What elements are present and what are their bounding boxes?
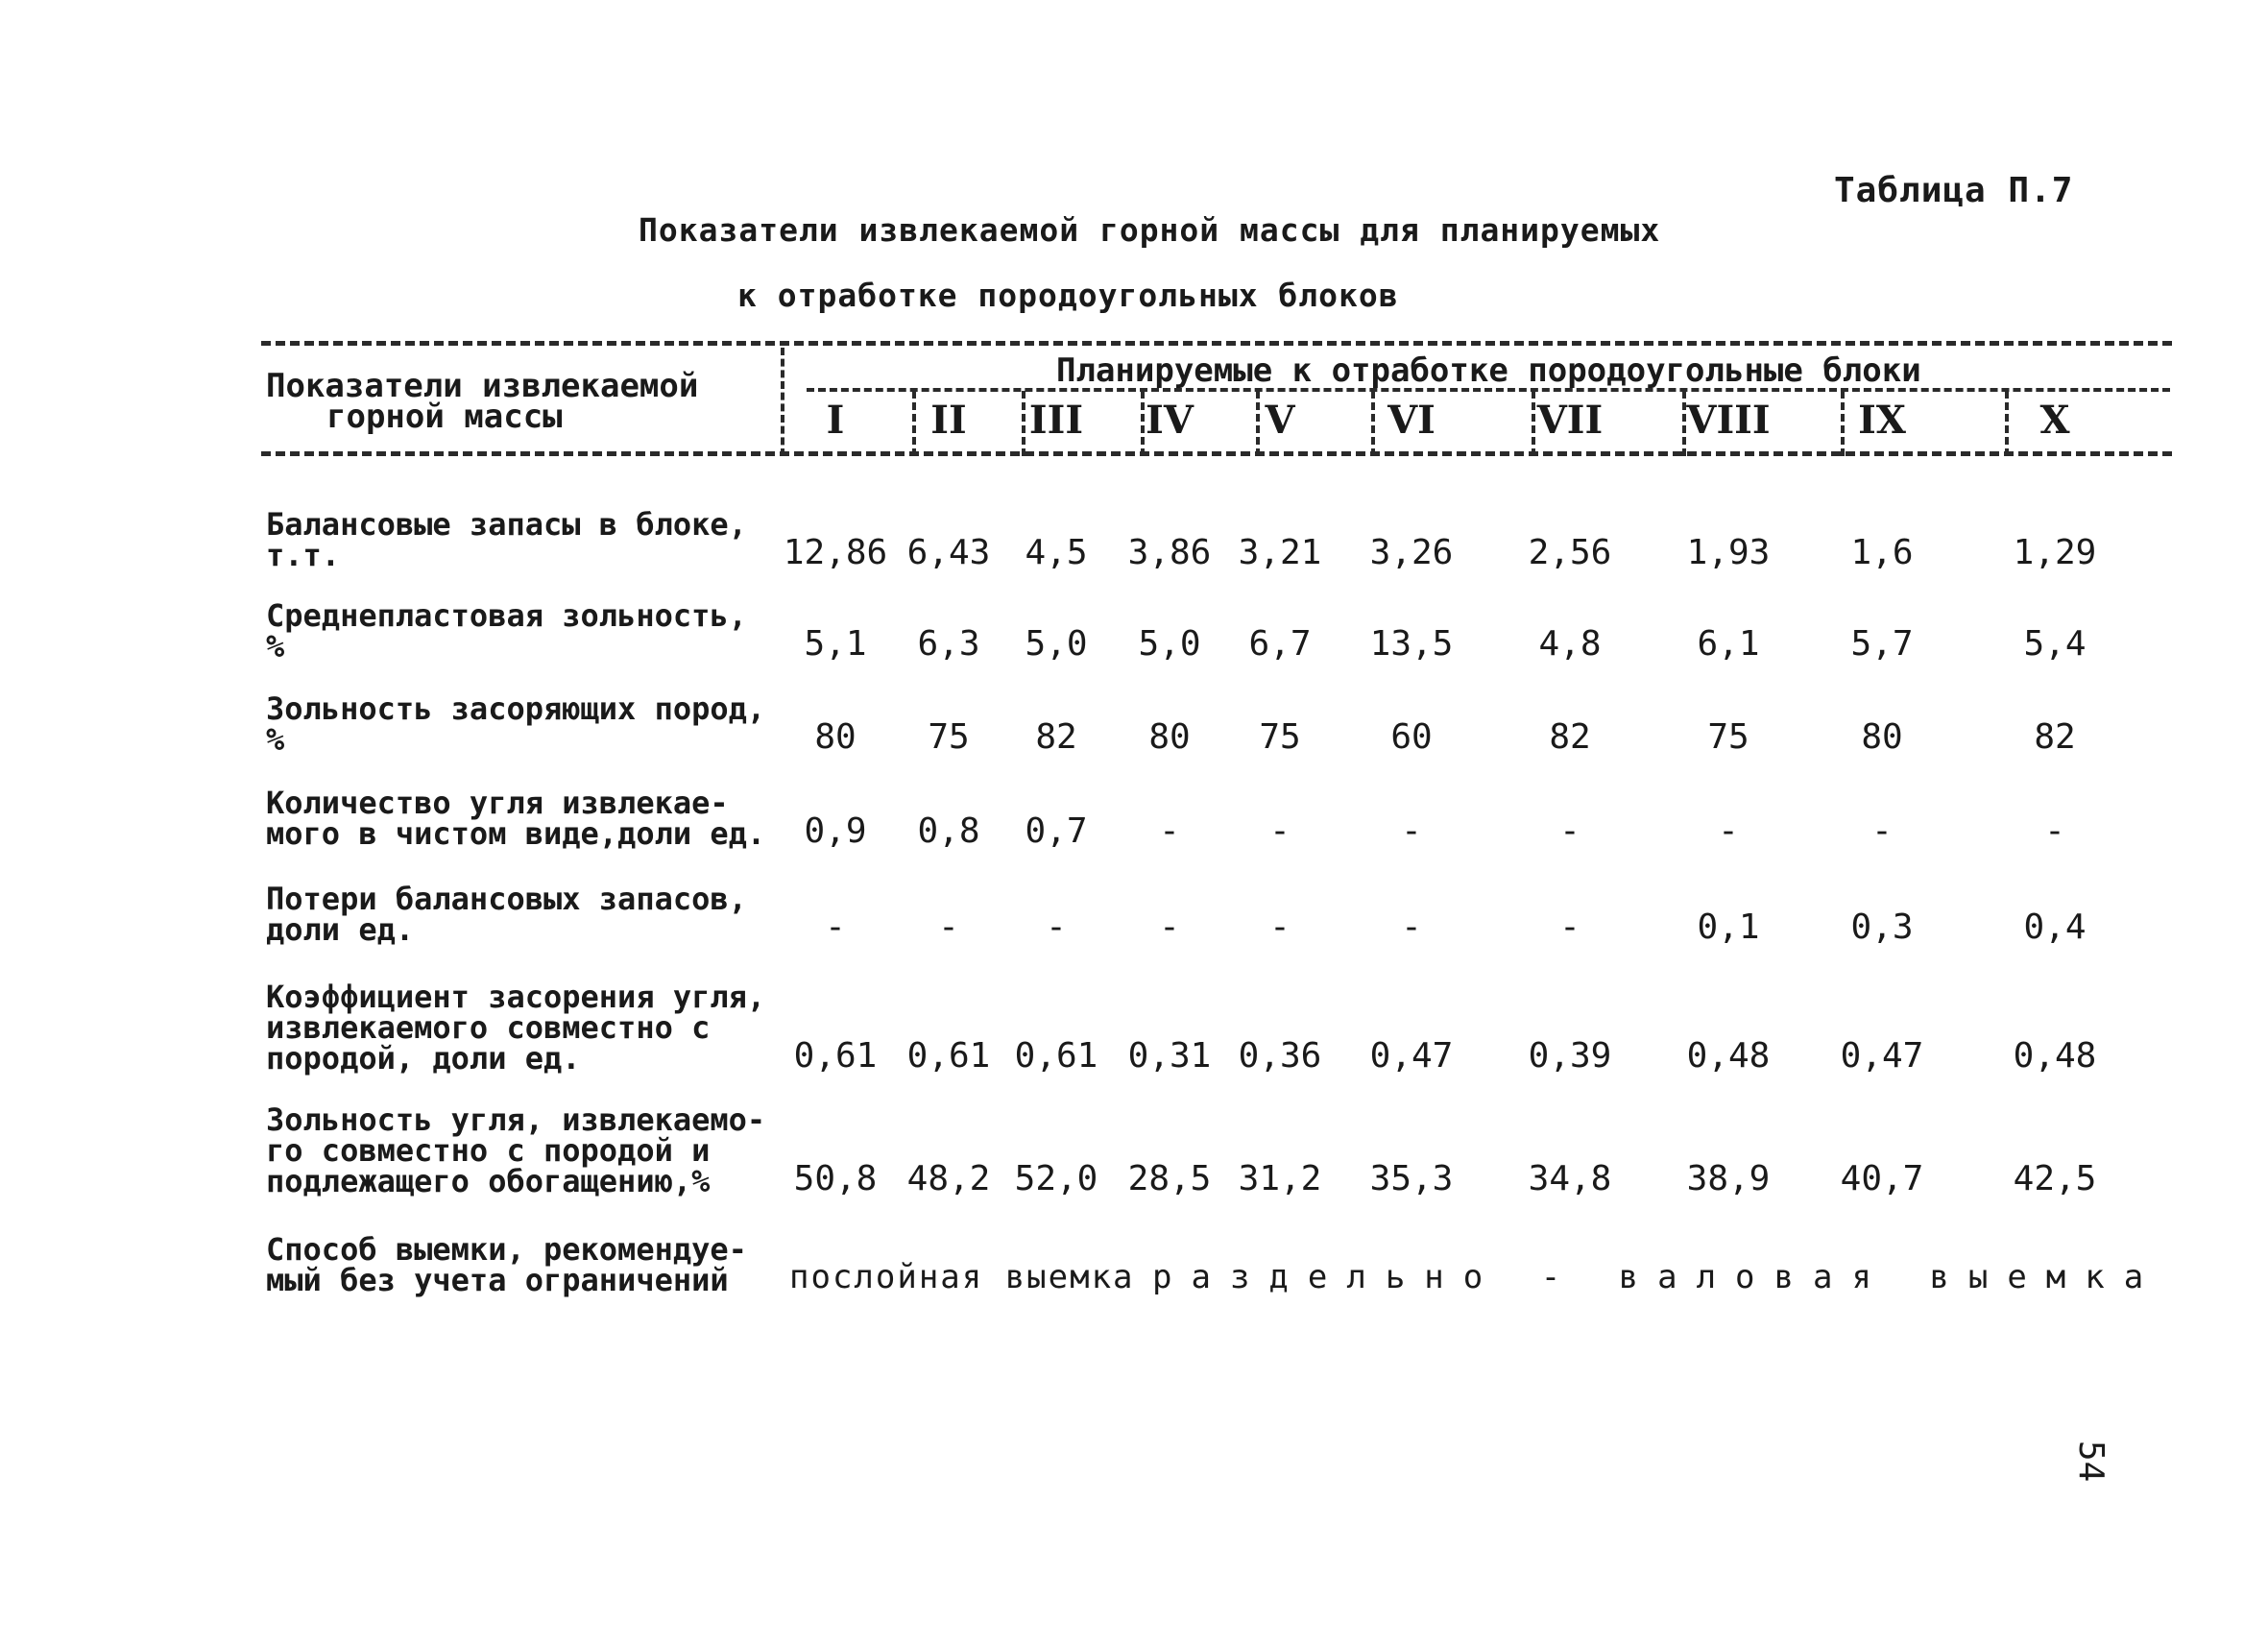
table-cell: - (2044, 811, 2065, 851)
table-cell: - (1269, 811, 1291, 851)
table-cell: 3,86 (1127, 533, 1212, 572)
table-title-line2: к отработке породоугольных блоков (737, 277, 1399, 314)
block-header-10: X (2039, 398, 2070, 443)
block-header-1: I (826, 398, 845, 443)
table-cell: 5,7 (1850, 624, 1914, 664)
table-cell: 0,4 (2023, 907, 2087, 947)
table-cell: 82 (1549, 717, 1591, 757)
header-bottom-rule (261, 451, 2172, 456)
row-label (266, 1101, 766, 1199)
table-cell: 75 (1259, 717, 1301, 757)
row-label-line: Зольность угля, извлекаемо- (266, 1101, 766, 1138)
row-label-line: Количество угля извлекае- (266, 785, 729, 821)
block-header-4: IV (1146, 398, 1194, 443)
block-header-2: II (930, 398, 967, 443)
table-cell: 48,2 (906, 1159, 991, 1198)
method-layered: послойная выемка (789, 1258, 1135, 1296)
table-cell: 0,3 (1850, 907, 1914, 947)
block-header-8: VIII (1686, 398, 1771, 443)
block-header-divider (1256, 391, 1260, 456)
table-cell: - (1046, 907, 1067, 947)
table-cell: 4,5 (1025, 533, 1088, 572)
table-cell: 6,7 (1248, 624, 1312, 664)
page-number: 54 (2071, 1440, 2111, 1483)
table-cell: 4,8 (1538, 624, 1602, 664)
table-cell: - (1159, 907, 1180, 947)
table-cell: 40,7 (1840, 1159, 1924, 1198)
header-param-line2: горной массы (326, 398, 563, 436)
table-cell: - (1401, 811, 1422, 851)
table-cell: 5,0 (1025, 624, 1088, 664)
table-cell: 5,4 (2023, 624, 2087, 664)
block-header-divider (1682, 391, 1686, 456)
table-cell: 1,6 (1850, 533, 1914, 572)
table-cell: 0,7 (1025, 811, 1088, 851)
table-cell: 80 (1861, 717, 1903, 757)
table-cell: 6,3 (917, 624, 980, 664)
table-cell: 0,47 (1840, 1036, 1924, 1076)
method-label-line1: Способ выемки, рекомендуе- (266, 1231, 747, 1268)
block-header-divider (1532, 391, 1535, 456)
table-cell: 5,0 (1138, 624, 1201, 664)
table-cell: 0,61 (906, 1036, 991, 1076)
table-label: Таблица П.7 (1834, 171, 2074, 210)
block-header-divider (1141, 391, 1145, 456)
row-label-line: Потери балансовых запасов, (266, 881, 747, 917)
table-cell: 3,26 (1369, 533, 1454, 572)
header-blocks-group: Планируемые к отработке породоугольные блоки (1056, 351, 1921, 390)
block-header-divider (1022, 391, 1025, 456)
header-param-line1: Показатели извлекаемой (266, 367, 699, 405)
row-label-line: Среднепластовая зольность, (266, 597, 747, 634)
table-cell: 82 (2034, 717, 2076, 757)
table-cell: - (1871, 811, 1893, 851)
block-header-divider (1371, 391, 1375, 456)
row-label (266, 881, 747, 948)
row-label (266, 506, 747, 573)
block-header-divider (2005, 391, 2009, 456)
method-separate-bulk: раздельно - валовая выемка (1152, 1258, 2163, 1296)
table-cell: 13,5 (1369, 624, 1454, 664)
header-column-divider (781, 348, 784, 456)
row-label-line: доли ед. (266, 911, 415, 948)
block-header-divider (1841, 391, 1845, 456)
table-cell: 0,61 (1014, 1036, 1098, 1076)
table-cell: 1,93 (1686, 533, 1771, 572)
block-header-9: IX (1858, 398, 1906, 443)
row-label (266, 690, 766, 758)
header-top-rule (261, 341, 2172, 346)
table-cell: 60 (1390, 717, 1433, 757)
row-label-line: подлежащего обогащению,% (266, 1163, 711, 1199)
table-cell: 0,31 (1127, 1036, 1212, 1076)
table-cell: 0,61 (793, 1036, 878, 1076)
table-cell: 5,1 (804, 624, 867, 664)
row-label-line: Зольность засоряющих пород, (266, 690, 766, 727)
row-label-line: т.т. (266, 537, 341, 573)
table-cell: 0,1 (1697, 907, 1760, 947)
row-label-line: % (266, 721, 285, 758)
table-cell: 28,5 (1127, 1159, 1212, 1198)
row-label (266, 979, 766, 1077)
table-cell: - (1401, 907, 1422, 947)
table-cell: 3,21 (1238, 533, 1322, 572)
table-cell: 80 (814, 717, 857, 757)
table-cell: 0,39 (1528, 1036, 1612, 1076)
table-cell: 75 (928, 717, 970, 757)
table-cell: 0,9 (804, 811, 867, 851)
table-cell: - (1269, 907, 1291, 947)
table-cell: 34,8 (1528, 1159, 1612, 1198)
table-cell: 0,8 (917, 811, 980, 851)
table-cell: 42,5 (2013, 1159, 2097, 1198)
table-cell: - (825, 907, 846, 947)
table-cell: 12,86 (783, 533, 888, 572)
row-label-line: породой, доли ед. (266, 1040, 581, 1077)
table-cell: 50,8 (793, 1159, 878, 1198)
row-label (266, 785, 766, 852)
table-cell: 35,3 (1369, 1159, 1454, 1198)
table-cell: 0,48 (2013, 1036, 2097, 1076)
table-cell: - (1559, 811, 1580, 851)
table-cell: 38,9 (1686, 1159, 1771, 1198)
table-cell: 31,2 (1238, 1159, 1322, 1198)
table-cell: 82 (1035, 717, 1077, 757)
row-label-line: извлекаемого совместно с (266, 1009, 711, 1046)
table-cell: 0,48 (1686, 1036, 1771, 1076)
block-header-3: III (1028, 398, 1084, 443)
table-cell: 75 (1707, 717, 1749, 757)
row-label-line: мого в чистом виде,доли ед. (266, 815, 766, 852)
table-cell: 0,36 (1238, 1036, 1322, 1076)
table-cell: - (938, 907, 959, 947)
row-label-line: го совместно с породой и (266, 1132, 711, 1169)
table-cell: 1,29 (2013, 533, 2097, 572)
table-cell: - (1159, 811, 1180, 851)
table-cell: - (1559, 907, 1580, 947)
block-header-6: VI (1387, 398, 1436, 443)
block-header-7: VII (1536, 398, 1604, 443)
table-cell: 6,43 (906, 533, 991, 572)
table-cell: 6,1 (1697, 624, 1760, 664)
row-label-line: Коэффициент засорения угля, (266, 979, 766, 1015)
row-label (266, 597, 747, 665)
method-label (266, 1231, 747, 1298)
table-title-line1: Показатели извлекаемой горной массы для планируемых (639, 211, 1661, 249)
table-cell: 52,0 (1014, 1159, 1098, 1198)
table-cell: 0,47 (1369, 1036, 1454, 1076)
block-header-divider (912, 391, 916, 456)
block-header-5: V (1265, 398, 1295, 443)
table-cell: 80 (1148, 717, 1191, 757)
table-cell: 2,56 (1528, 533, 1612, 572)
table-cell: - (1718, 811, 1739, 851)
method-label-line2: мый без учета ограничений (266, 1262, 729, 1298)
row-label-line: % (266, 628, 285, 665)
row-label-line: Балансовые запасы в блоке, (266, 506, 747, 543)
